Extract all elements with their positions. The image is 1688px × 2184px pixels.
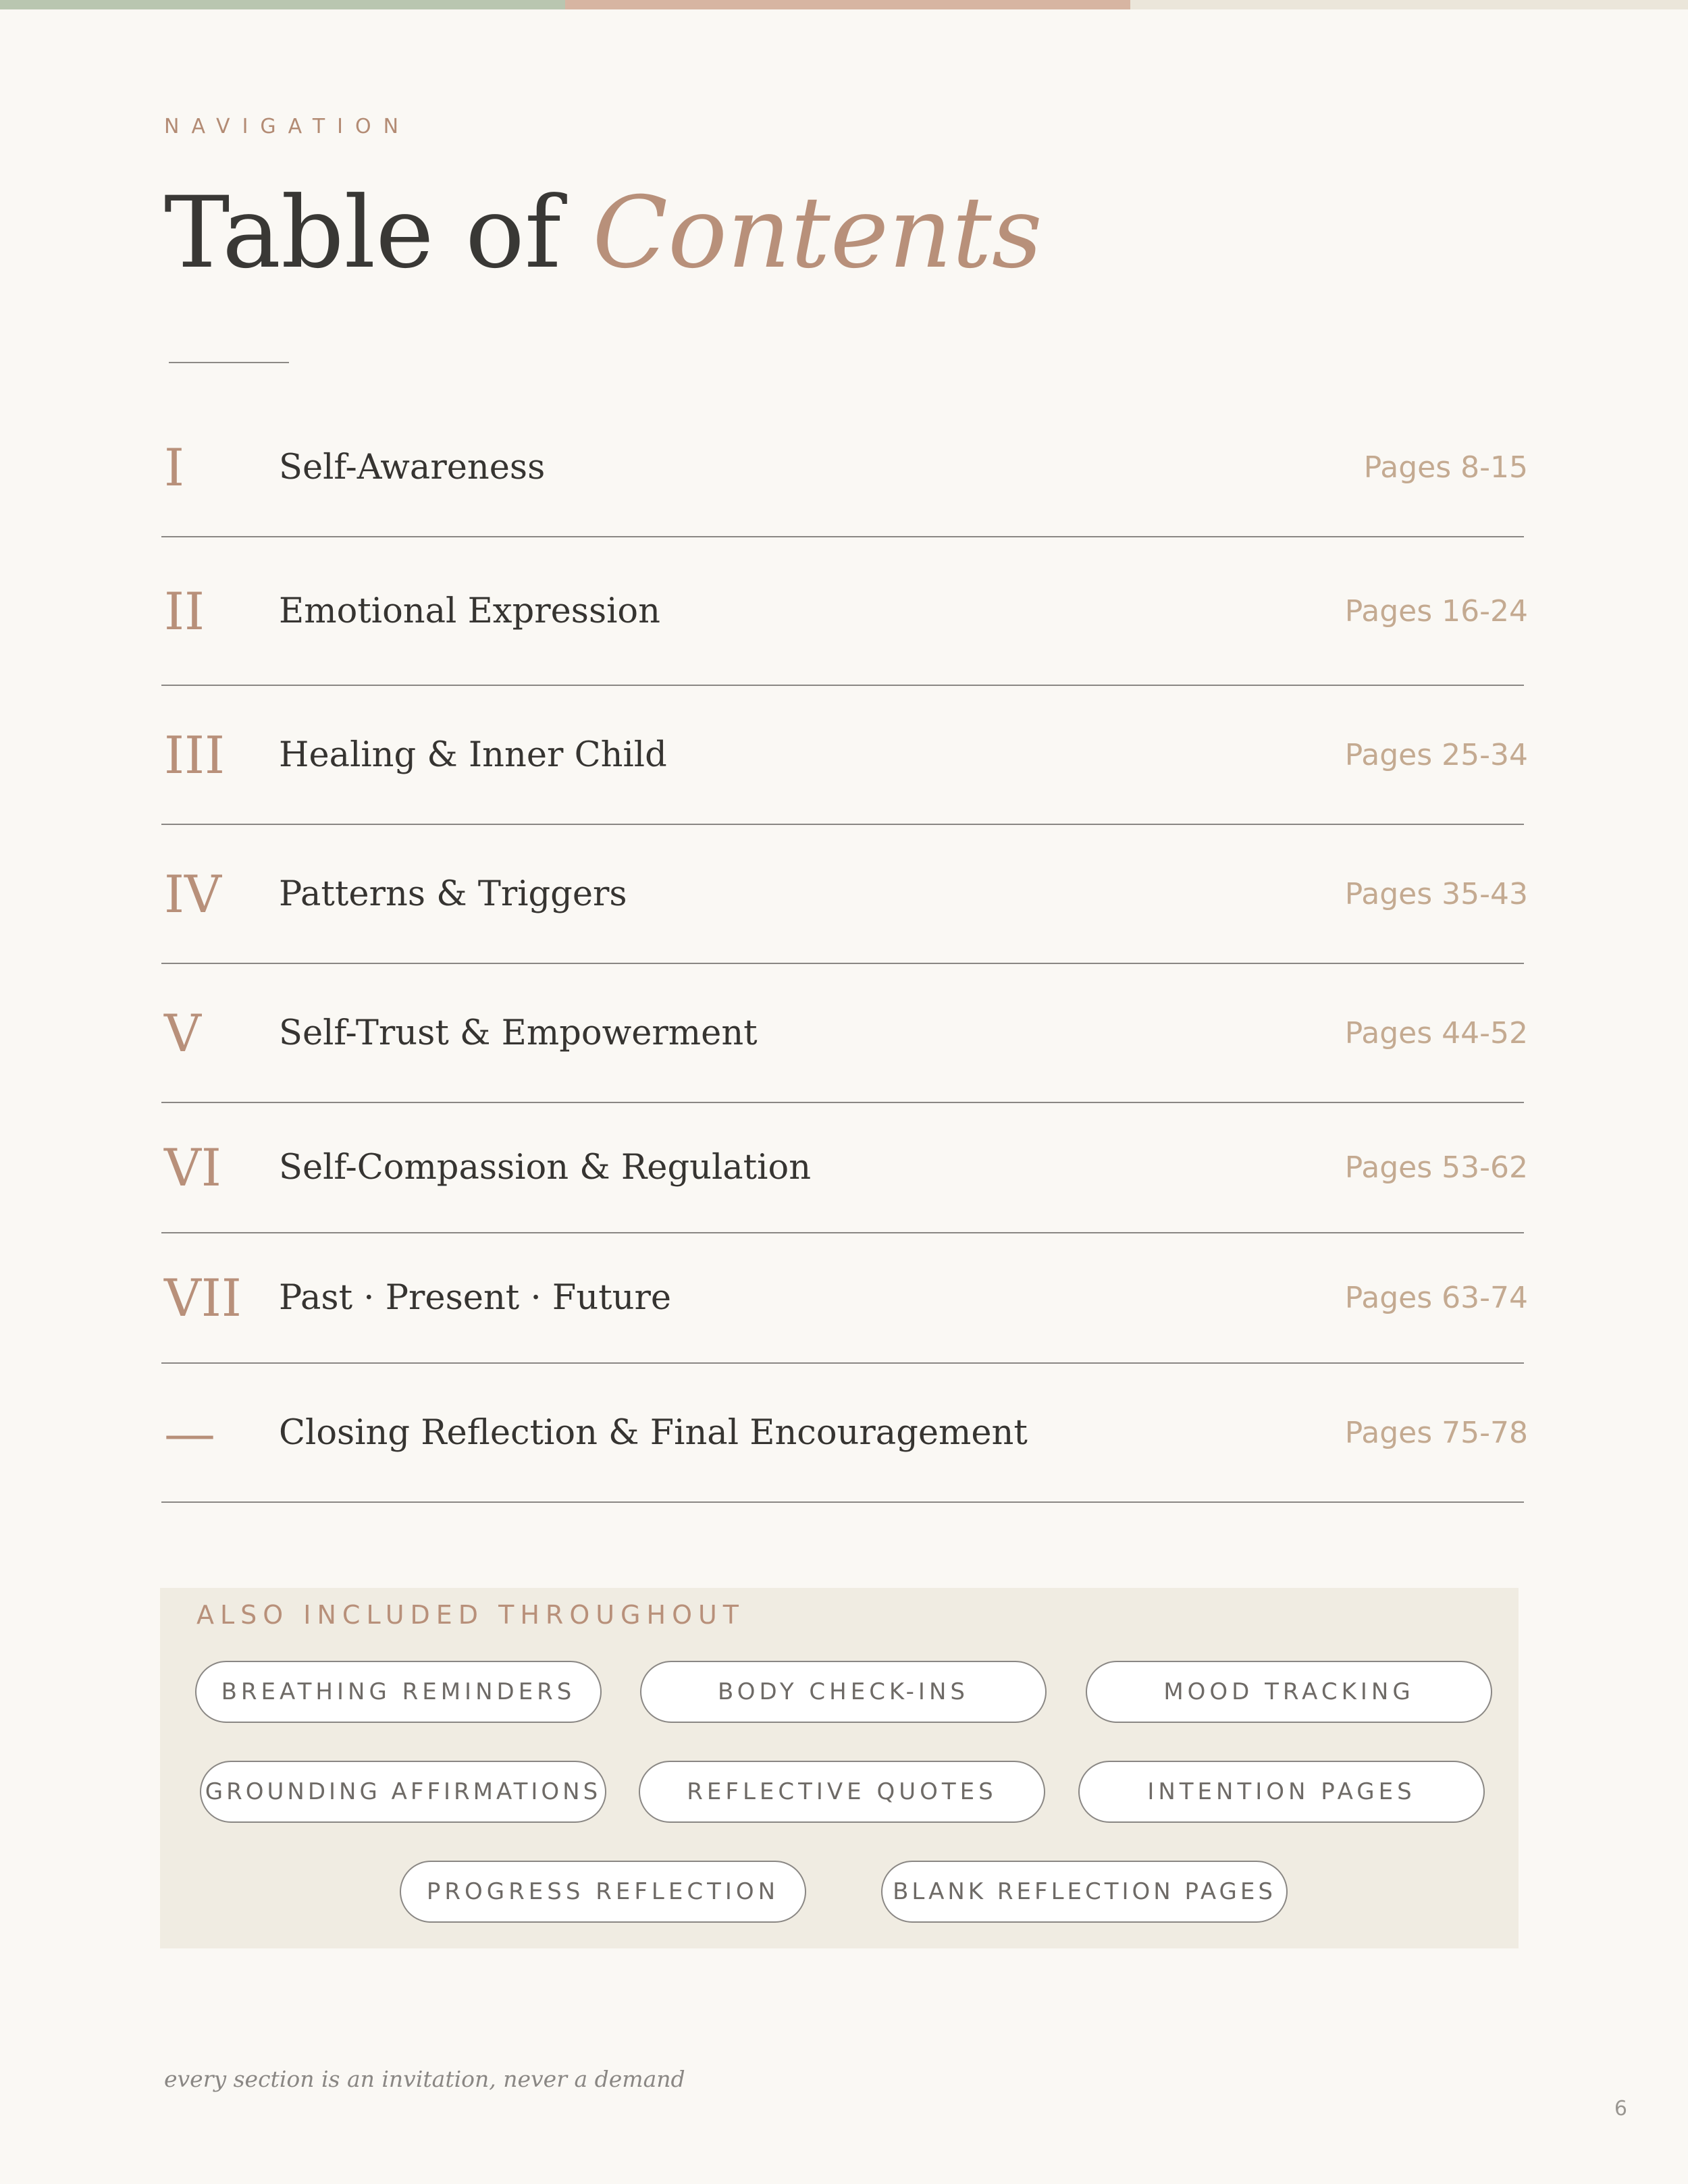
toc-row[interactable] <box>161 398 1528 537</box>
toc-numeral: III <box>164 724 226 785</box>
toc-pages: Pages 35-43 <box>1344 876 1528 911</box>
toc-numeral: VI <box>164 1138 221 1198</box>
top-bar-sand <box>1130 0 1688 9</box>
feature-pill: INTENTION PAGES <box>1078 1761 1485 1823</box>
feature-pill: REFLECTIVE QUOTES <box>639 1761 1045 1823</box>
toc-title: Closing Reflection & Final Encouragement <box>279 1412 1028 1453</box>
feature-pill: PROGRESS REFLECTION <box>400 1861 806 1923</box>
toc-title: Patterns & Triggers <box>279 874 627 914</box>
toc-pages: Pages 16-24 <box>1344 593 1528 629</box>
toc-title: Self-Awareness <box>279 447 546 487</box>
toc-numeral: VII <box>164 1268 242 1328</box>
feature-pill: BLANK REFLECTION PAGES <box>881 1861 1288 1923</box>
toc-pages: Pages 8-15 <box>1363 450 1528 485</box>
toc-row[interactable] <box>161 1103 1528 1233</box>
toc-row[interactable] <box>161 1233 1528 1364</box>
toc-pages: Pages 44-52 <box>1344 1015 1528 1050</box>
feature-pill: BODY CHECK-INS <box>640 1661 1047 1723</box>
toc-title: Past · Present · Future <box>279 1278 672 1318</box>
toc-list <box>161 398 1528 1503</box>
toc-pages: Pages 25-34 <box>1344 737 1528 772</box>
footer-note: every section is an invitation, never a demand <box>164 2066 685 2092</box>
page-title-main: Table of <box>164 176 593 290</box>
page-title-accent: Contents <box>592 176 1043 290</box>
toc-title: Emotional Expression <box>279 591 660 631</box>
toc-numeral: II <box>164 581 205 641</box>
extras-heading: ALSO INCLUDED THROUGHOUT <box>196 1600 745 1630</box>
section-kicker: NAVIGATION <box>164 115 411 138</box>
toc-numeral: I <box>164 437 185 498</box>
toc-row[interactable] <box>161 825 1528 964</box>
top-color-bar <box>0 0 1688 9</box>
toc-row[interactable] <box>161 686 1528 825</box>
toc-numeral: V <box>164 1003 201 1063</box>
toc-numeral: — <box>164 1402 215 1463</box>
toc-row[interactable] <box>161 537 1528 686</box>
feature-pill: GROUNDING AFFIRMATIONS <box>200 1761 606 1823</box>
toc-pages: Pages 53-62 <box>1344 1150 1528 1185</box>
page-title <box>164 172 1043 294</box>
toc-pages: Pages 75-78 <box>1344 1415 1528 1450</box>
top-bar-clay <box>565 0 1130 9</box>
toc-title: Self-Compassion & Regulation <box>279 1148 812 1188</box>
toc-title: Self-Trust & Empowerment <box>279 1013 758 1053</box>
feature-pill: BREATHING REMINDERS <box>195 1661 602 1723</box>
toc-pages: Pages 63-74 <box>1344 1281 1528 1315</box>
toc-title: Healing & Inner Child <box>279 735 667 775</box>
toc-row[interactable] <box>161 964 1528 1103</box>
toc-numeral: IV <box>164 863 221 924</box>
title-divider <box>169 362 289 363</box>
extras-panel <box>160 1588 1519 1948</box>
toc-row[interactable] <box>161 1364 1528 1503</box>
feature-pill: MOOD TRACKING <box>1086 1661 1492 1723</box>
top-bar-sage <box>0 0 565 9</box>
page-number: 6 <box>1614 2097 1627 2121</box>
